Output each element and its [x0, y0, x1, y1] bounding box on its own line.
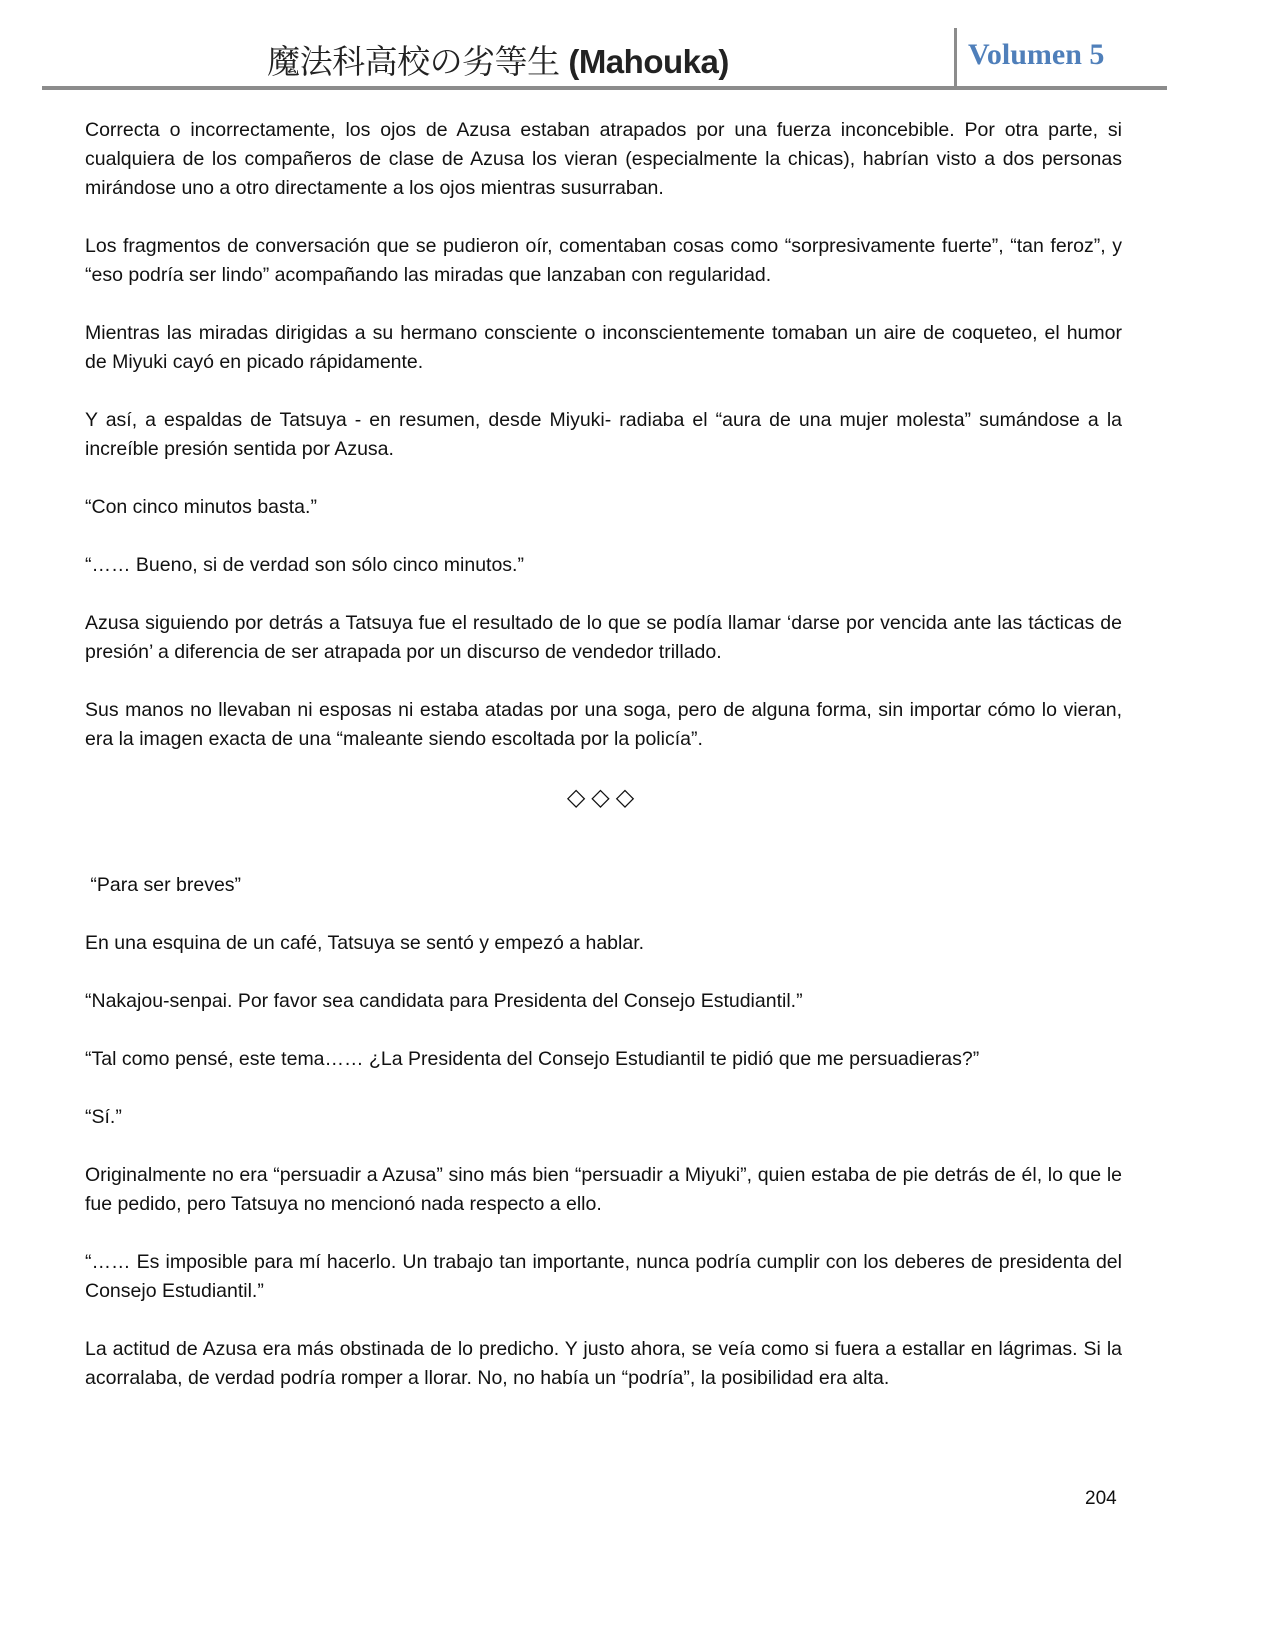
paragraph: Mientras las miradas dirigidas a su hermano consciente o inconscientemente tomaban un aire de coqueteo, el humor de Miyuki cayó en picado rápidamente.: [85, 322, 1122, 373]
paragraph: La actitud de Azusa era más obstinada de lo predicho. Y justo ahora, se veía como si fuera a estallar en lágrimas. Si la acorralaba, de verdad podría romper a llorar. No, no había un “podría”, la posibilidad era alta.: [85, 1338, 1122, 1389]
page-header: [42, 28, 1167, 90]
page-body: [85, 116, 1122, 1422]
paragraph: “Nakajou-senpai. Por favor sea candidata para Presidenta del Consejo Estudiantil.”: [85, 990, 803, 1012]
paragraph: Azusa siguiendo por detrás a Tatsuya fue el resultado de lo que se podía llamar ‘darse por vencida ante las tácticas de presión’ a diferencia de ser atrapada por un discurso de vendedor trillado.: [85, 612, 1122, 663]
book-title-japanese: 魔法科高校の劣等生: [267, 43, 560, 80]
header-divider-vertical: [954, 28, 957, 88]
book-title: [42, 36, 954, 83]
paragraph: “Tal como pensé, este tema…… ¿La Presidenta del Consejo Estudiantil te pidió que me persuadieras?”: [85, 1048, 980, 1070]
paragraph: En una esquina de un café, Tatsuya se sentó y empezó a hablar.: [85, 932, 645, 954]
paragraph: “Sí.”: [85, 1106, 122, 1128]
paragraph: Sus manos no llevaban ni esposas ni estaba atadas por una soga, pero de alguna forma, sin importar cómo lo vieran, era la imagen exacta de una “maleante siendo escoltada por la policía”.: [85, 699, 1122, 750]
paragraph: “…… Bueno, si de verdad son sólo cinco minutos.”: [85, 554, 524, 576]
scene-separator: ◇◇◇: [566, 783, 641, 811]
book-title-latin: (Mahouka): [568, 43, 729, 80]
paragraph: “…… Es imposible para mí hacerlo. Un trabajo tan importante, nunca podría cumplir con los deberes de presidenta del Consejo Estudiantil.”: [85, 1251, 1122, 1302]
paragraph: Originalmente no era “persuadir a Azusa” sino más bien “persuadir a Miyuki”, quien estaba de pie detrás de él, lo que le fue pedido, pero Tatsuya no mencionó nada respecto a ello.: [85, 1164, 1122, 1215]
paragraph: “Con cinco minutos basta.”: [85, 496, 317, 518]
paragraph: “Para ser breves”: [85, 874, 242, 896]
paragraph: Los fragmentos de conversación que se pudieron oír, comentaban cosas como “sorpresivamente fuerte”, “tan feroz”, y “eso podría ser lindo” acompañando las miradas que lanzaban con regularidad.: [85, 235, 1122, 286]
paragraph: Y así, a espaldas de Tatsuya - en resumen, desde Miyuki- radiaba el “aura de una mujer molesta” sumándose a la increíble presión sentida por Azusa.: [85, 409, 1122, 460]
header-rule: [42, 86, 1167, 90]
page-number: 204: [1085, 1488, 1117, 1509]
volume-label: Volumen 5: [968, 38, 1105, 71]
paragraph: Correcta o incorrectamente, los ojos de Azusa estaban atrapados por una fuerza inconcebible. Por otra parte, si cualquiera de los compañeros de clase de Azusa los vieran (especialmente la chicas), habrían visto a dos personas mirándose uno a otro directamente a los ojos mientras susurraban.: [85, 119, 1122, 199]
